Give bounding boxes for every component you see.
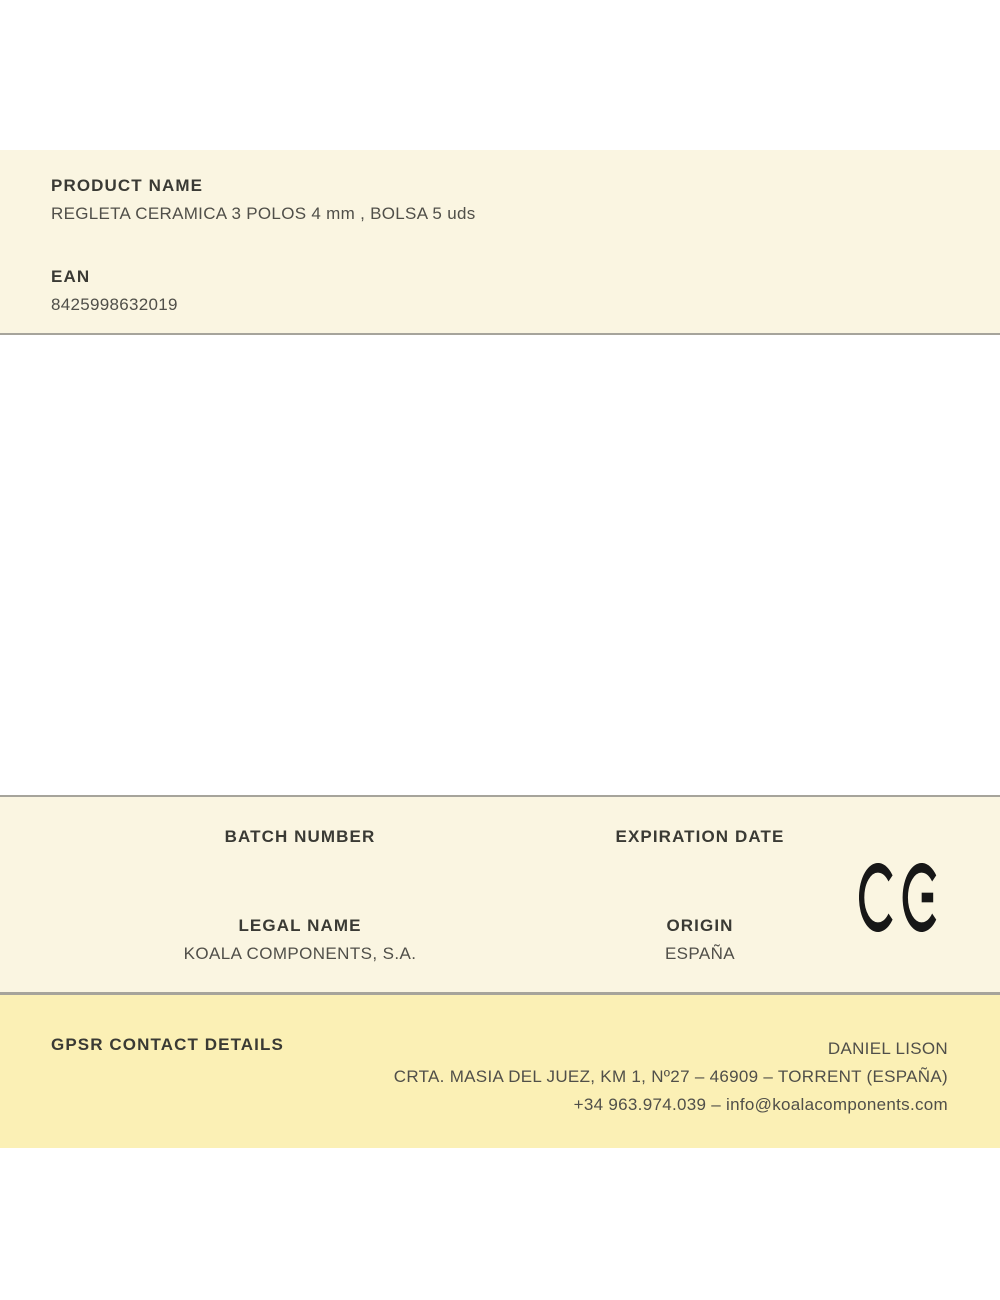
product-name-field: [51, 176, 949, 224]
gpsr-contact-phone-email: +34 963.974.039 – info@koalacomponents.com: [573, 1095, 948, 1114]
gpsr-contact-block: [394, 1035, 948, 1119]
ce-mark-icon: [859, 863, 937, 932]
gpsr-contact-name: DANIEL LISON: [827, 1039, 948, 1058]
origin-value: ESPAÑA: [664, 944, 736, 963]
gpsr-contact-label: GPSR CONTACT DETAILS: [51, 1035, 284, 1054]
ean-field: [51, 267, 949, 315]
batch-legal-panel: [0, 795, 1000, 992]
ean-value: 8425998632019: [51, 295, 178, 314]
batch-number-label: BATCH NUMBER: [224, 827, 376, 846]
legal-name-label: LEGAL NAME: [238, 916, 362, 935]
legal-name-value: KOALA COMPONENTS, S.A.: [183, 944, 417, 963]
origin-label: ORIGIN: [666, 916, 734, 935]
expiration-date-label: EXPIRATION DATE: [615, 827, 785, 846]
ean-label: EAN: [51, 267, 91, 286]
product-name-value: REGLETA CERAMICA 3 POLOS 4 mm , BOLSA 5 uds: [51, 204, 476, 223]
gpsr-contact-panel: [0, 992, 1000, 1148]
gpsr-contact-address: CRTA. MASIA DEL JUEZ, KM 1, Nº27 – 46909 – TORRENT (ESPAÑA): [393, 1067, 948, 1086]
product-info-panel: [0, 150, 1000, 335]
product-name-label: PRODUCT NAME: [51, 176, 204, 195]
